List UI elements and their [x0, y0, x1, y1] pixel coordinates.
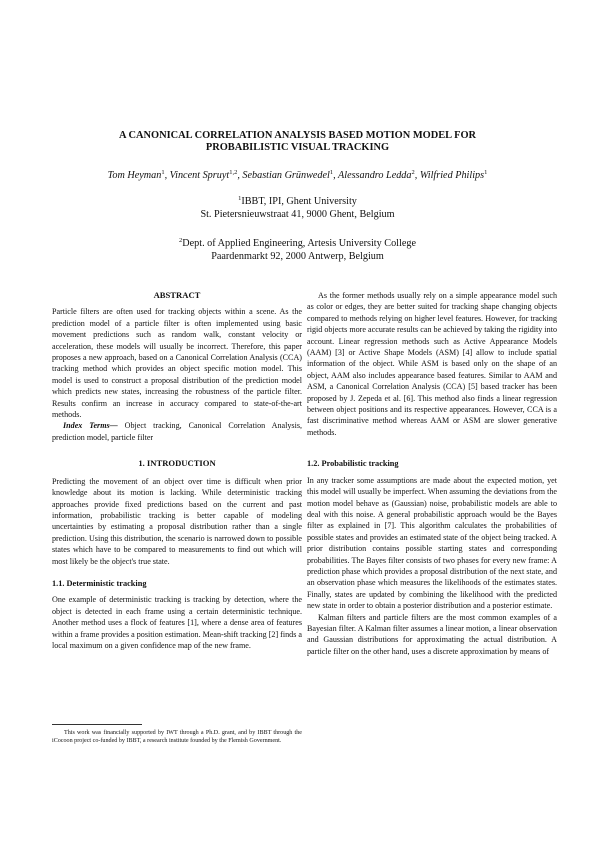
- intro-text: Predicting the movement of an object over time is difficult when prior knowledge about its motion is lacking. While deterministic tracking approaches provide fixed predictions based on the current and past information, probabilistic tracking is better capable of modeling uncertainties by estimating a proposal distribution rather than a single prediction. Using this distribution, the scenario is narrowed down to possible states which have to be compared to measurements to find out which will most likely be the object's true state.: [52, 476, 302, 566]
- intro-heading: 1. INTRODUCTION: [138, 458, 216, 469]
- author: Vincent Spruyt$^{1,2}$,: [169, 169, 243, 181]
- paper-title: [70, 130, 525, 154]
- probabilistic-tracking-text: In any tracker some assumptions are made about the expected motion, yet this model will usually be imperfect. When assuming the deviations from the motion model behave as (Gaussian) noise, probabilistic models are able to deal with this noise. A general probabilistic approach would be the Bayes filter as explained in [7]. This algorithm calculates the probabilities of possible states and provides an estimated state of the object being tracked. A prior distribution contains possible starting states and corresponding probabilities. The Bayes filter consists of two phases for every new frame: A prediction phase which provides a proposal distribution of the next state, and an observation phase which measures the likelihoods of the estimates states. Finally, states are updated by combining the likelihood with the predicted new state in order to obtain a posterior distribution and a posterior estimate.: [307, 475, 557, 611]
- probabilistic-tracking-heading: 1.2. Probabilistic tracking: [307, 459, 399, 469]
- related-work-paragraph: As the former methods usually rely on a simple appearance model such as color or edges, they are better suited for tracking shape changing objects compared to methods relying on higher level features. However, for tracking rigid objects more accurate results can be achieved by taking the rigidity into account. Linear regression methods such as Active Appearance Models (AAM) [3] or Active Shape Models (ASM) [4] allow to include spatial information of the object. While ASM is based only on the shape of an object, AAM also includes appearance based features. Similar to AAM and ASM, a Canonical Correlation Analysis (CCA) [5] based tracker has been proposed by J. Zepeda et al. [6]. This method also finds a linear regression between object positions and its respective appearances. However, CCA is a fast discriminative method whereas AAM or ASM are slower generative methods.: [307, 291, 557, 437]
- title-line-2: PROBABILISTIC VISUAL TRACKING: [205, 142, 390, 153]
- footnote: This work was financially supported by IWT through a Ph.D. grant, and by IBBT through the iCocoon project co-funded by IBBT, a research institute founded by the Flemish Government.: [52, 730, 302, 745]
- author: Sebastian Grünwedel$^1$,: [242, 169, 339, 181]
- author: Wilfried Philips$^1$: [419, 169, 488, 181]
- right-column: [307, 290, 557, 657]
- author-list: [40, 170, 555, 181]
- title-line-1: A CANONICAL CORRELATION ANALYSIS BASED MOTION MODEL FOR: [118, 130, 477, 141]
- affiliation-2: $^2$Dept. of Applied Engineering, Artesis University College Paardenmarkt 92, 2000 Antwerp, Belgium: [179, 237, 416, 262]
- author: Alessandro Ledda$^2$,: [338, 169, 420, 181]
- left-column: [52, 290, 302, 651]
- deterministic-tracking-heading: 1.1. Deterministic tracking: [52, 578, 147, 588]
- abstract-heading: ABSTRACT: [153, 290, 201, 300]
- deterministic-tracking-text: One example of deterministic tracking is tracking by detection, where the object is detected in each frame using a certain deterministic technique. Another method uses a flock of features [1], where a dense area of features within a frame provides a position estimation. Mean-shift tracking [2] finds a local maximum on a given confidence map of the new frame.: [52, 595, 302, 650]
- abstract-text: Particle filters are often used for tracking objects within a scene. As the prediction model of a particle filter is often implemented using basic movement predictions such as random walk, constant velocity or acceleration, these models will usually be incorrect. Therefore, this paper proposes a new approach, based on a Canonical Correlation Analysis (CCA) tracking method which provides an object specific motion model. This model is used to construct a proposal distribution of the prediction model which predicts new states, increasing the robustness of the particle filter. Results confirm an increase in accuracy compared to state-of-the-art methods.: [52, 307, 302, 420]
- footnote-divider: [52, 724, 142, 725]
- affiliation-1: $^1$IBBT, IPI, Ghent University St. Pietersnieuwstraat 41, 9000 Ghent, Belgium: [200, 195, 395, 220]
- author: Tom Heyman$^1$,: [107, 169, 170, 181]
- kalman-particle-text: Kalman filters and particle filters are the most common examples of a Bayesian filter. A Kalman filter assumes a linear motion, a linear observation and Gaussian distributions for approximating the actual distribution. A particle filter on the other hand, uses a discrete approximation by means of: [307, 612, 557, 656]
- index-terms: Index Terms— Object tracking, Canonical Correlation Analysis, prediction model, particle filter: [52, 421, 302, 442]
